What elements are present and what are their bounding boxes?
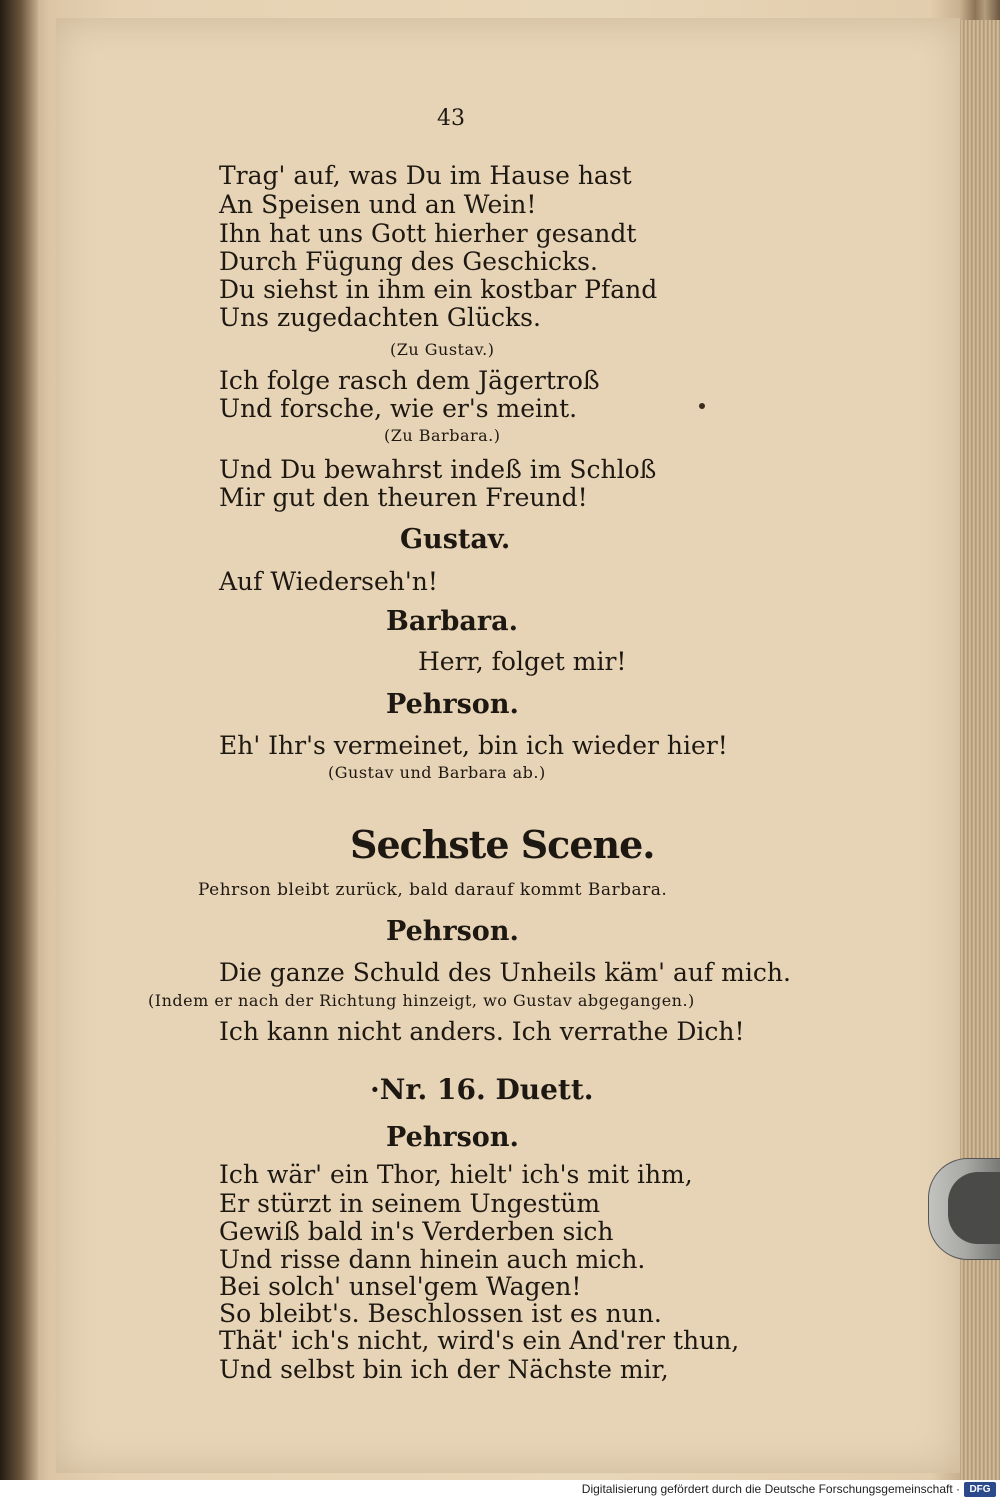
verse-line: Und Du bewahrst indeß im Schloß <box>219 455 657 484</box>
stage-direction: (Zu Barbara.) <box>384 426 501 445</box>
page-number: 43 <box>437 106 465 131</box>
verse-line: Ich kann nicht anders. Ich verrathe Dich! <box>219 1017 745 1046</box>
verse-line: Thät' ich's nicht, wird's ein And'rer thun, <box>219 1326 740 1355</box>
speaker-name: Gustav. <box>400 524 511 555</box>
verse-line: Die ganze Schuld des Unheils käm' auf mich. <box>219 958 791 987</box>
verse-line: Eh' Ihr's vermeinet, bin ich wieder hier! <box>219 731 728 760</box>
page-stack-edge <box>960 20 1000 1480</box>
stage-direction: (Indem er nach der Richtung hinzeigt, wo Gustav abgegangen.) <box>148 991 695 1010</box>
verse-line: Uns zugedachten Glücks. <box>219 303 541 332</box>
verse-line: Bei solch' unsel'gem Wagen! <box>219 1272 582 1301</box>
verse-line: Und selbst bin ich der Nächste mir, <box>219 1355 669 1384</box>
verse-line: Und risse dann hinein auch mich. <box>219 1245 646 1274</box>
verse-line: Gewiß bald in's Verderben sich <box>219 1217 614 1246</box>
verse-line: An Speisen und an Wein! <box>219 190 537 219</box>
stage-direction: (Zu Gustav.) <box>390 340 495 359</box>
speaker-name: Pehrson. <box>386 1122 519 1153</box>
verse-line: Durch Fügung des Geschicks. <box>219 247 598 276</box>
verse-line: Auf Wiederseh'n! <box>219 567 438 596</box>
footer-credit: Digitalisierung gefördert durch die Deutsche Forschungsgemeinschaft · <box>581 1482 960 1496</box>
verse-line: So bleibt's. Beschlossen ist es nun. <box>219 1299 662 1328</box>
book-spine-edge <box>0 0 38 1480</box>
page-tab-hole <box>948 1172 1000 1244</box>
verse-line: Ihn hat uns Gott hierher gesandt <box>219 219 637 248</box>
verse-line: Ich wär' ein Thor, hielt' ich's mit ihm, <box>219 1160 693 1189</box>
stage-direction: (Gustav und Barbara ab.) <box>328 763 546 782</box>
scene-title: Sechste Scene. <box>350 822 655 867</box>
dfg-logo: DFG <box>964 1482 996 1497</box>
number-title: ·Nr. 16. Duett. <box>370 1073 594 1106</box>
verse-line: Herr, folget mir! <box>418 647 627 676</box>
speaker-name: Barbara. <box>386 606 519 637</box>
speaker-name: Pehrson. <box>386 916 519 947</box>
verse-line: Trag' auf, was Du im Hause hast <box>219 161 632 190</box>
verse-line: Mir gut den theuren Freund! <box>219 483 588 512</box>
ink-speck <box>699 403 705 409</box>
verse-line: Und forsche, wie er's meint. <box>219 394 578 423</box>
speaker-name: Pehrson. <box>386 689 519 720</box>
scene-direction: Pehrson bleibt zurück, bald darauf kommt Barbara. <box>198 880 668 900</box>
verse-line: Er stürzt in seinem Ungestüm <box>219 1189 601 1218</box>
verse-line: Du siehst in ihm ein kostbar Pfand <box>219 275 658 304</box>
footer-bar <box>0 1480 1000 1501</box>
verse-line: Ich folge rasch dem Jägertroß <box>219 366 600 395</box>
